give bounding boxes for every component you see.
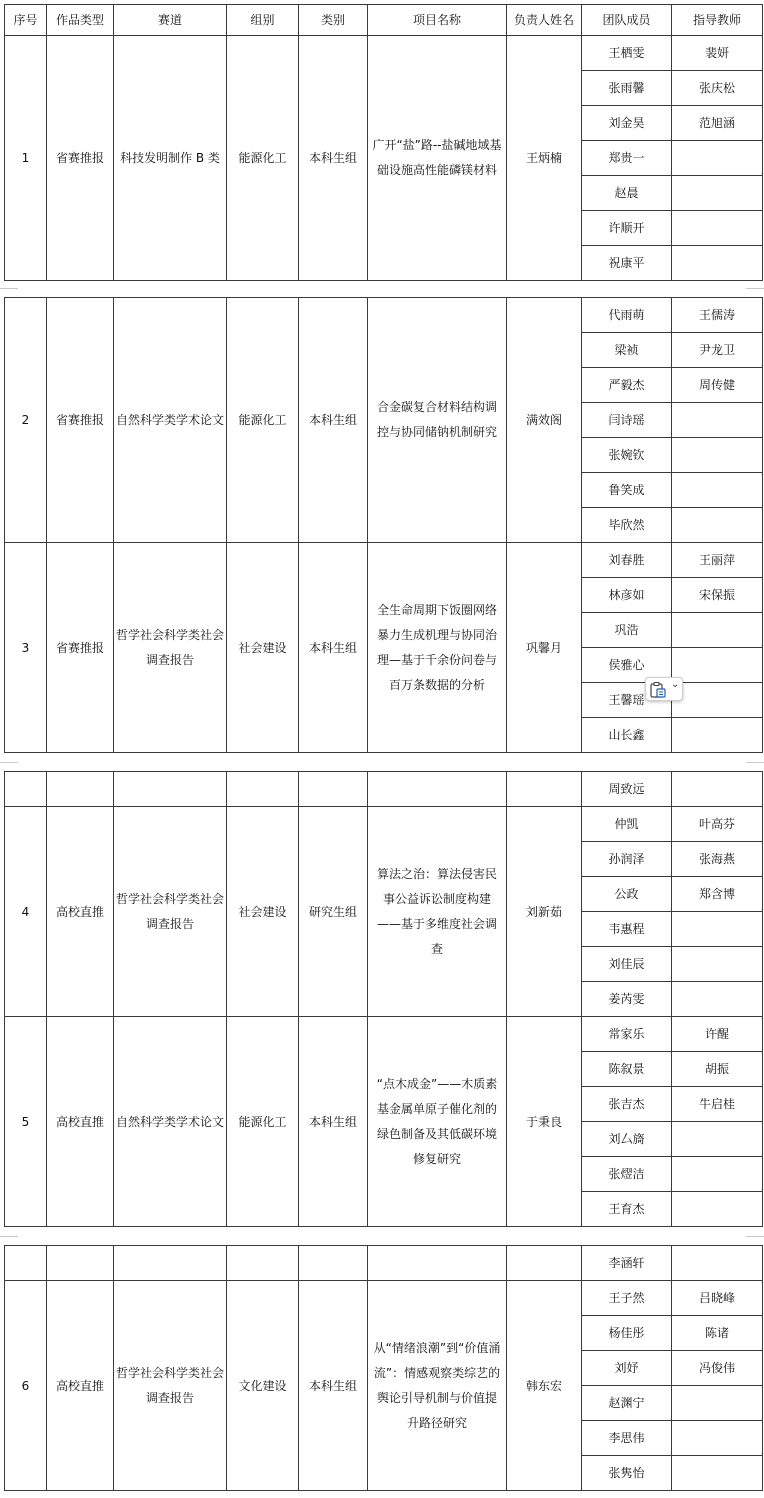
team-member: 孙润泽 [582, 842, 672, 877]
team-member: 侯雅心 [582, 648, 672, 683]
advisor: 叶高芬 [672, 807, 763, 842]
leader-name: 王炳楠 [507, 36, 582, 281]
advisor: 张庆松 [672, 71, 763, 106]
empty-cell [368, 772, 507, 807]
empty-cell [299, 772, 368, 807]
group: 能源化工 [227, 36, 299, 281]
empty-cell [507, 1246, 582, 1281]
leader-name: 巩馨月 [507, 543, 582, 753]
team-member: 山长鑫 [582, 718, 672, 753]
team-member: 张婉钦 [582, 438, 672, 473]
team-member: 严毅杰 [582, 368, 672, 403]
team-member: 姜芮雯 [582, 982, 672, 1017]
category: 本科生组 [299, 1017, 368, 1227]
header-cell: 组别 [227, 5, 299, 36]
work-type: 高校直推 [47, 1017, 114, 1227]
serial-number: 5 [5, 1017, 47, 1227]
table-row [5, 807, 763, 842]
advisor [672, 613, 763, 648]
advisor [672, 1386, 763, 1421]
track: 科技发明制作 B 类 [114, 36, 227, 281]
advisor [672, 718, 763, 753]
advisor: 王丽萍 [672, 543, 763, 578]
serial-number: 2 [5, 298, 47, 543]
serial-number: 4 [5, 807, 47, 1017]
team-member: 王子然 [582, 1281, 672, 1316]
page-break [0, 762, 764, 770]
advisor [672, 982, 763, 1017]
advisor: 宋保振 [672, 578, 763, 613]
table-row [5, 1281, 763, 1316]
advisor [672, 912, 763, 947]
advisor: 许醒 [672, 1017, 763, 1052]
advisor [672, 211, 763, 246]
advisor: 胡振 [672, 1052, 763, 1087]
advisor [672, 403, 763, 438]
table-row [5, 1017, 763, 1052]
header-cell: 负责人姓名 [507, 5, 582, 36]
group: 能源化工 [227, 1017, 299, 1227]
header-cell: 指导教师 [672, 5, 763, 36]
group: 社会建设 [227, 543, 299, 753]
header-cell: 项目名称 [368, 5, 507, 36]
project-name: 合金碳复合材料结构调控与协同储钠机制研究 [368, 298, 507, 543]
advisor [672, 1421, 763, 1456]
paste-options-button[interactable] [645, 677, 683, 701]
header-cell: 序号 [5, 5, 47, 36]
paste-options-icon [649, 681, 667, 699]
page-break [0, 288, 764, 296]
project-name: 全生命周期下饭圈网络暴力生成机理与协同治理—基于千余份问卷与百万条数据的分析 [368, 543, 507, 753]
category: 本科生组 [299, 1281, 368, 1491]
team-member: 张吉杰 [582, 1087, 672, 1122]
advisor: 冯俊伟 [672, 1351, 763, 1386]
advisor [672, 648, 763, 683]
category: 本科生组 [299, 543, 368, 753]
track: 自然科学类学术论文 [114, 298, 227, 543]
advisor: 裴妍 [672, 36, 763, 71]
team-member: 郑贵一 [582, 141, 672, 176]
group: 文化建设 [227, 1281, 299, 1491]
empty-cell [47, 772, 114, 807]
group: 社会建设 [227, 807, 299, 1017]
header-cell: 团队成员 [582, 5, 672, 36]
track: 哲学社会科学类社会调查报告 [114, 807, 227, 1017]
advisor [672, 683, 763, 718]
advisor [672, 1246, 763, 1281]
advisor: 牛启桂 [672, 1087, 763, 1122]
empty-cell [227, 1246, 299, 1281]
serial-number: 3 [5, 543, 47, 753]
team-member: 张雨馨 [582, 71, 672, 106]
page-break [0, 1236, 764, 1244]
table-page-1 [4, 4, 762, 281]
project-name: 从“情绪浪潮”到“价值涌流”：情感观察类综艺的舆论引导机制与价值提升路径研究 [368, 1281, 507, 1491]
track: 自然科学类学术论文 [114, 1017, 227, 1227]
advisor [672, 438, 763, 473]
advisor [672, 246, 763, 281]
header-cell: 类别 [299, 5, 368, 36]
empty-cell [5, 772, 47, 807]
team-member: 刘厶旖 [582, 1122, 672, 1157]
advisor: 尹龙卫 [672, 333, 763, 368]
team-member: 许顺开 [582, 211, 672, 246]
header-cell: 作品类型 [47, 5, 114, 36]
project-name: 广开“盐”路--盐碱地域基础设施高性能磷镁材料 [368, 36, 507, 281]
team-member: 张熤洁 [582, 1157, 672, 1192]
empty-cell [114, 772, 227, 807]
advisor [672, 508, 763, 543]
table-row [5, 772, 763, 807]
track: 哲学社会科学类社会调查报告 [114, 543, 227, 753]
advisor [672, 1192, 763, 1227]
leader-name: 于秉良 [507, 1017, 582, 1227]
advisor: 吕晓峰 [672, 1281, 763, 1316]
header-cell: 赛道 [114, 5, 227, 36]
advisor [672, 772, 763, 807]
advisor [672, 176, 763, 211]
advisor [672, 473, 763, 508]
team-member: 毕欣然 [582, 508, 672, 543]
team-member: 仲凯 [582, 807, 672, 842]
advisor [672, 1157, 763, 1192]
work-type: 省赛推报 [47, 36, 114, 281]
serial-number: 6 [5, 1281, 47, 1491]
team-member: 杨佳彤 [582, 1316, 672, 1351]
advisor: 周传健 [672, 368, 763, 403]
serial-number: 1 [5, 36, 47, 281]
team-member: 鲁笑成 [582, 473, 672, 508]
category: 本科生组 [299, 298, 368, 543]
header-row [5, 5, 763, 36]
table-row [5, 1246, 763, 1281]
team-member: 刘金昊 [582, 106, 672, 141]
table-row [5, 298, 763, 333]
table-page-4 [4, 1245, 762, 1491]
team-member: 闫诗瑶 [582, 403, 672, 438]
advisor [672, 141, 763, 176]
empty-cell [5, 1246, 47, 1281]
team-member: 巩浩 [582, 613, 672, 648]
project-name: “点木成金”——木质素基金属单原子催化剂的绿色制备及其低碳环境修复研究 [368, 1017, 507, 1227]
team-member: 李思伟 [582, 1421, 672, 1456]
chevron-down-icon[interactable]: ⌄ [671, 679, 680, 690]
team-member: 王馨瑶 [582, 683, 672, 718]
project-name: 算法之治：算法侵害民事公益诉讼制度构建——基于多维度社会调查 [368, 807, 507, 1017]
advisor: 范旭涵 [672, 106, 763, 141]
group: 能源化工 [227, 298, 299, 543]
team-member: 李涵轩 [582, 1246, 672, 1281]
leader-name: 满效阁 [507, 298, 582, 543]
team-member: 赵渊宁 [582, 1386, 672, 1421]
advisor: 陈诸 [672, 1316, 763, 1351]
team-member: 林彦如 [582, 578, 672, 613]
table-row [5, 36, 763, 71]
empty-cell [227, 772, 299, 807]
work-type: 高校直推 [47, 807, 114, 1017]
advisor: 张海燕 [672, 842, 763, 877]
team-member: 张隽怡 [582, 1456, 672, 1491]
team-member: 韦惠程 [582, 912, 672, 947]
team-member: 祝康平 [582, 246, 672, 281]
empty-cell [47, 1246, 114, 1281]
empty-cell [368, 1246, 507, 1281]
table-page-3 [4, 771, 762, 1227]
empty-cell [299, 1246, 368, 1281]
team-member: 公政 [582, 877, 672, 912]
advisor [672, 1456, 763, 1491]
category: 本科生组 [299, 36, 368, 281]
work-type: 省赛推报 [47, 298, 114, 543]
work-type: 省赛推报 [47, 543, 114, 753]
team-member: 王育杰 [582, 1192, 672, 1227]
leader-name: 韩东宏 [507, 1281, 582, 1491]
team-member: 代雨萌 [582, 298, 672, 333]
work-type: 高校直推 [47, 1281, 114, 1491]
team-member: 周致远 [582, 772, 672, 807]
advisor [672, 947, 763, 982]
advisor: 王儒涛 [672, 298, 763, 333]
team-member: 常家乐 [582, 1017, 672, 1052]
advisor: 郑含博 [672, 877, 763, 912]
advisor [672, 1122, 763, 1157]
empty-cell [507, 772, 582, 807]
leader-name: 刘新茹 [507, 807, 582, 1017]
category: 研究生组 [299, 807, 368, 1017]
team-member: 王栖雯 [582, 36, 672, 71]
team-member: 梁祯 [582, 333, 672, 368]
empty-cell [114, 1246, 227, 1281]
team-member: 陈叙景 [582, 1052, 672, 1087]
track: 哲学社会科学类社会调查报告 [114, 1281, 227, 1491]
team-member: 刘佳辰 [582, 947, 672, 982]
team-member: 刘春胜 [582, 543, 672, 578]
team-member: 刘妤 [582, 1351, 672, 1386]
table-row [5, 543, 763, 578]
team-member: 赵晨 [582, 176, 672, 211]
